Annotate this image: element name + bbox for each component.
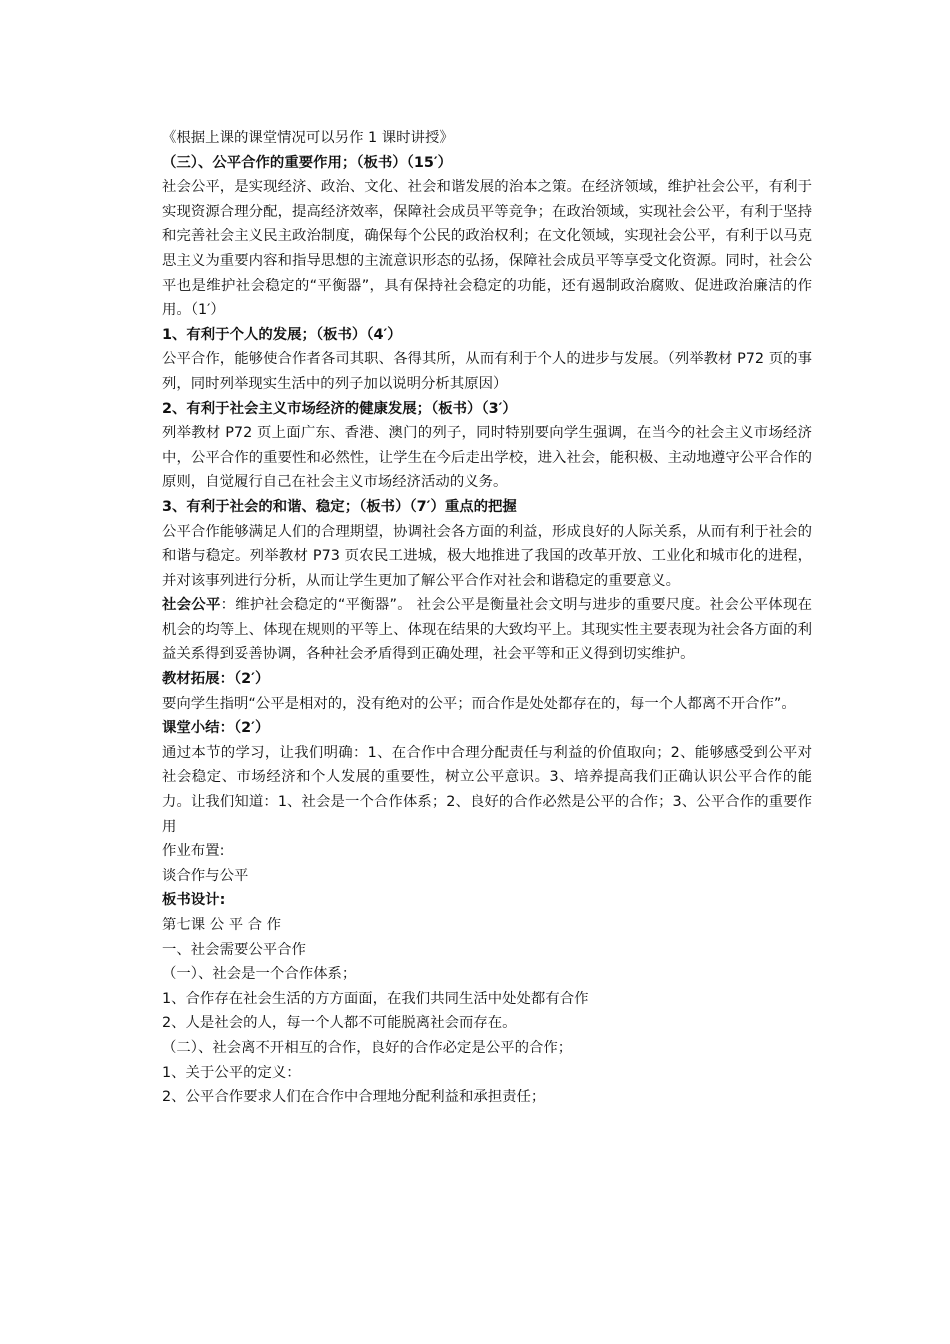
board-line: 一、社会需要公平合作 <box>162 941 306 958</box>
point2-paragraph: 列举教材 P72 页上面广东、香港、澳门的列子，同时特别要向学生强调，在当今的社会主义市场经济中，公平合作的重要性和必然性，让学生在今后走出学校，进入社会，能积极、主动地遵守公平合作的原则，自觉履行自己在社会主义市场经济活动的义务。 <box>162 425 812 491</box>
extension-paragraph: 要向学生指明“公平是相对的，没有绝对的公平；而合作是处处都存在的，每一个人都离不开合作”。 <box>162 695 796 712</box>
board-line: 2、人是社会的人，每一个人都不可能脱离社会而存在。 <box>162 1015 517 1032</box>
board-line: （二）、社会离不开相互的合作，良好的合作必定是公平的合作； <box>162 1039 573 1056</box>
section3-heading: （三）、公平合作的重要作用；（板书）（15′） <box>162 154 453 171</box>
board-line: 2、公平合作要求人们在合作中合理地分配利益和承担责任； <box>162 1089 546 1106</box>
homework-label: 作业布置: <box>162 843 225 860</box>
point3-paragraph: 公平合作能够满足人们的合理期望，协调社会各方面的利益，形成良好的人际关系，从而有利于社会的和谐与稳定。列举教材 P73 页农民工进城，极大地推进了我国的改革开放、工业化和城市化的进程，并对该事列进行分析，从而让学生更加了解公平合作对社会和谐稳定的重要意义。 <box>162 523 812 589</box>
section3-paragraph: 社会公平，是实现经济、政治、文化、社会和谐发展的治本之策。在经济领域，维护社会公平，有利于实现资源合理分配，提高经济效率，保障社会成员平等竞争；在政治领域，实现社会公平，有利于坚持和完善社会主义民主政治制度，确保每个公民的政治权利；在文化领域，实现社会公平，有利于以马克思主义为重要内容和指导思想的主流意识形态的弘扬，保障社会成员平等享受文化资源。同时，社会公平也是维护社会稳定的“平衡器”，具有保持社会稳定的功能，还有遏制政治腐败、促进政治廉洁的作用。（1′） <box>162 179 812 319</box>
board-line: （一）、社会是一个合作体系； <box>162 966 357 983</box>
point3-heading: 3、有利于社会的和谐、稳定；（板书）（7′）重点的把握 <box>162 498 517 515</box>
board-line: 第七课 公 平 合 作 <box>162 917 282 933</box>
social-fairness-paragraph <box>162 593 812 667</box>
point2-heading: 2、有利于社会主义市场经济的健康发展；（板书）（3′） <box>162 400 517 417</box>
board-line: 1、合作存在社会生活的方方面面，在我们共同生活中处处都有合作 <box>162 990 589 1007</box>
point1-heading: 1、有利于个人的发展；（板书）（4′） <box>162 326 402 343</box>
class-hour-note: 《根据上课的课堂情况可以另作 1 课时讲授》 <box>162 130 454 146</box>
extension-heading: 教材拓展：（2′） <box>162 671 270 688</box>
summary-heading: 课堂小结：（2′） <box>162 720 270 737</box>
board-design-heading: 板书设计: <box>162 892 226 909</box>
board-line: 1、关于公平的定义： <box>162 1064 301 1081</box>
social-fairness-label: 社会公平 <box>162 597 221 614</box>
point1-paragraph: 公平合作，能够使合作者各司其职、各得其所，从而有利于个人的进步与发展。（列举教材 P72 页的事列，同时列举现实生活中的列子加以说明分析其原因） <box>162 351 812 392</box>
homework-text: 谈合作与公平 <box>162 867 249 884</box>
document-page <box>162 126 812 1110</box>
summary-paragraph: 通过本节的学习，让我们明确：1、在合作中合理分配责任与利益的价值取向；2、能够感受到公平对社会稳定、市场经济和个人发展的重要性，树立公平意识。3、培养提高我们正确认识公平合作的能力。让我们知道：1、社会是一个合作体系；2、良好的合作必然是公平的合作；3、公平合作的重要作用 <box>162 744 812 835</box>
social-fairness-text: ：维护社会稳定的“平衡器”。 社会公平是衡量社会文明与进步的重要尺度。社会公平体现在机会的均等上、体现在规则的平等上、体现在结果的大致均平上。其现实性主要表现为社会各方面的利益关系得到妥善协调，各种社会矛盾得到正确处理，社会平等和正义得到切实维护。 <box>162 597 812 663</box>
